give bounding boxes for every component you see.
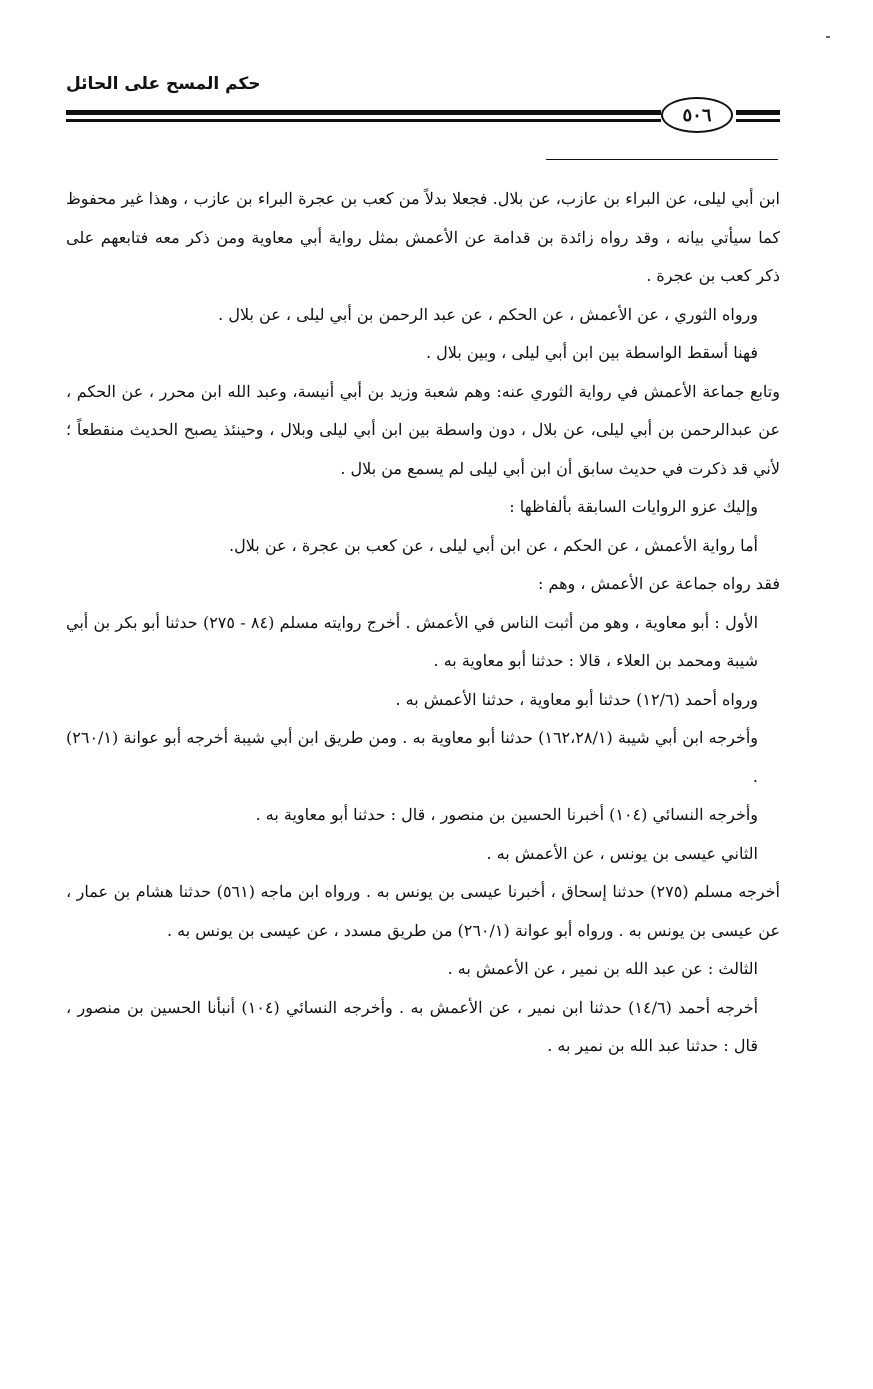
- scan-mark: [826, 36, 830, 38]
- paragraph: الثاني عيسى بن يونس ، عن الأعمش به .: [486, 843, 758, 863]
- paragraph: أما رواية الأعمش ، عن الحكم ، عن ابن أبي ليلى ، عن كعب بن عجرة ، عن بلال.: [229, 535, 758, 555]
- paragraph: ورواه الثوري ، عن الأعمش ، عن الحكم ، عن عبد الرحمن بن أبي ليلى ، عن بلال .: [218, 304, 758, 324]
- paragraph: ورواه أحمد (١٢/٦) حدثنا أبو معاوية ، حدثنا الأعمش به .: [395, 689, 758, 709]
- paragraph: فقد رواه جماعة عن الأعمش ، وهم :: [537, 574, 780, 593]
- header-rule-thick: [66, 110, 661, 115]
- paragraph: أخرجه أحمد (١٤/٦) حدثنا ابن نمير ، عن الأعمش به . وأخرجه النسائي (١٠٤) أنبأنا الحسين بن منصور ، قال : حدثنا عبد الله بن نمير به .: [66, 997, 759, 1055]
- paragraph: أخرجه مسلم (٢٧٥) حدثنا إسحاق ، أخبرنا عيسى بن يونس به . ورواه ابن ماجه (٥٦١) حدثنا هشام بن عمار ، عن عيسى بن يونس به . ورواه أبو عوانة (٢٦٠/١) من طريق مسدد ، عن عيسى بن يونس به .: [66, 882, 780, 940]
- page-number: ٥٠٦: [661, 97, 733, 133]
- header-rule-right-thick: [736, 110, 780, 115]
- header-rule-thin: [66, 119, 661, 122]
- running-title: حكم المسح على الحائل: [66, 74, 261, 94]
- paragraph: وأخرجه ابن أبي شيبة (١٦٢،٢٨/١) حدثنا أبو معاوية به . ومن طريق ابن أبي شيبة أخرجه أبو عوانة (٢٦٠/١) .: [66, 728, 758, 786]
- paragraph: وتابع جماعة الأعمش في رواية الثوري عنه: وهم شعبة وزيد بن أبي أنيسة، وعبد الله ابن محرر ، عن الحكم ، عن عبدالرحمن بن أبي ليلى، عن بلال ، دون واسطة بين ابن أبي ليلى وبلال ، وحينئذ يصبح الحديث منقطعاً ؛ لأني قد ذكرت في حديث سابق أن ابن أبي ليلى لم يسمع من بلال .: [66, 381, 780, 478]
- paragraph: وإليك عزو الروايات السابقة بألفاظها :: [509, 497, 758, 516]
- header-rule-right-thin: [736, 119, 780, 122]
- paragraph: الثالث : عن عبد الله بن نمير ، عن الأعمش به .: [447, 959, 758, 978]
- paragraph: وأخرجه النسائي (١٠٤) أخبرنا الحسين بن منصور ، قال : حدثنا أبو معاوية به .: [255, 805, 758, 824]
- paragraph: فهنا أسقط الواسطة بين ابن أبي ليلى ، وبين بلال .: [425, 343, 758, 362]
- paragraph: ابن أبي ليلى، عن البراء بن عازب، عن بلال. فجعلا بدلاً من كعب بن عجرة البراء بن عازب ، وهذا غير محفوظ كما سيأتي بيانه ، وقد رواه زائدة بن قدامة عن الأعمش بمثل رواية أبي معاوية ومن ذكر معه فتابعهم على ذكر كعب بن عجرة .: [66, 189, 780, 285]
- body-text: [66, 180, 780, 1066]
- continuation-separator: [546, 159, 778, 160]
- paragraph: الأول : أبو معاوية ، وهو من أثبت الناس في الأعمش . أخرج روايته مسلم (٨٤ - ٢٧٥) حدثنا أبو بكر بن أبي شيبة ومحمد بن العلاء ، قالا : حدثنا أبو معاوية به .: [66, 612, 759, 670]
